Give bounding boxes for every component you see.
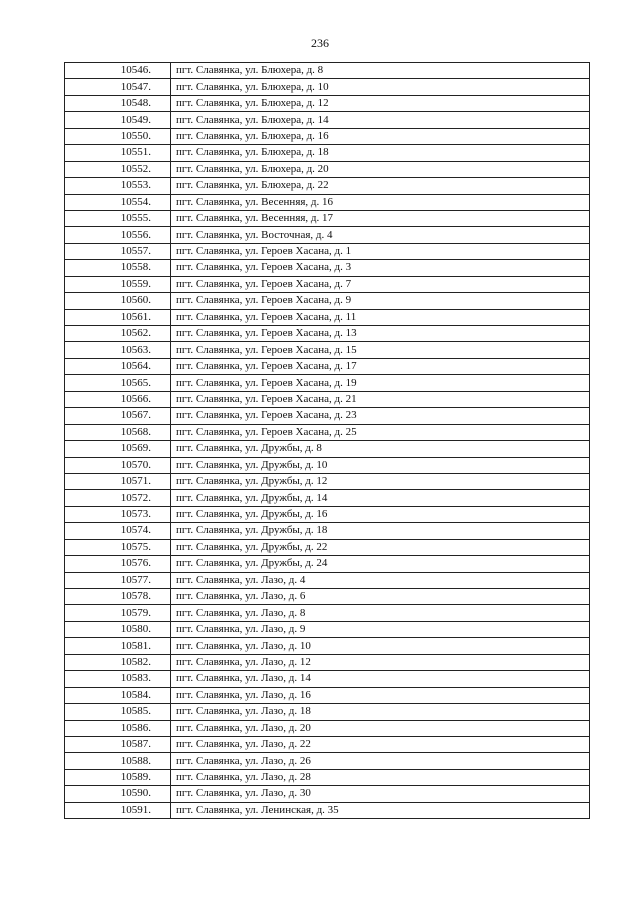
- row-number-cell: 10564.: [65, 358, 171, 374]
- table-row: [65, 161, 590, 177]
- table-row: [65, 654, 590, 670]
- address-cell: пгт. Славянка, ул. Блюхера, д. 16: [171, 128, 590, 144]
- row-number-cell: 10552.: [65, 161, 171, 177]
- address-cell: пгт. Славянка, ул. Блюхера, д. 22: [171, 178, 590, 194]
- address-cell: пгт. Славянка, ул. Лазо, д. 16: [171, 687, 590, 703]
- row-number-cell: 10574.: [65, 523, 171, 539]
- row-number-cell: 10546.: [65, 63, 171, 79]
- row-number-cell: 10578.: [65, 589, 171, 605]
- address-cell: пгт. Славянка, ул. Блюхера, д. 20: [171, 161, 590, 177]
- table-row: [65, 95, 590, 111]
- table-row: [65, 309, 590, 325]
- address-cell: пгт. Славянка, ул. Лазо, д. 9: [171, 621, 590, 637]
- row-number-cell: 10577.: [65, 572, 171, 588]
- address-cell: пгт. Славянка, ул. Блюхера, д. 10: [171, 79, 590, 95]
- address-cell: пгт. Славянка, ул. Лазо, д. 22: [171, 736, 590, 752]
- table-row: [65, 260, 590, 276]
- address-cell: пгт. Славянка, ул. Лазо, д. 6: [171, 589, 590, 605]
- row-number-cell: 10563.: [65, 342, 171, 358]
- row-number-cell: 10551.: [65, 145, 171, 161]
- address-cell: пгт. Славянка, ул. Блюхера, д. 12: [171, 95, 590, 111]
- row-number-cell: 10580.: [65, 621, 171, 637]
- table-row: [65, 391, 590, 407]
- row-number-cell: 10590.: [65, 786, 171, 802]
- row-number-cell: 10556.: [65, 227, 171, 243]
- row-number-cell: 10562.: [65, 326, 171, 342]
- table-row: [65, 457, 590, 473]
- address-cell: пгт. Славянка, ул. Героев Хасана, д. 3: [171, 260, 590, 276]
- table-row: [65, 605, 590, 621]
- row-number-cell: 10573.: [65, 506, 171, 522]
- table-row: [65, 276, 590, 292]
- address-cell: пгт. Славянка, ул. Героев Хасана, д. 23: [171, 408, 590, 424]
- table-row: [65, 326, 590, 342]
- row-number-cell: 10566.: [65, 391, 171, 407]
- address-cell: пгт. Славянка, ул. Лазо, д. 20: [171, 720, 590, 736]
- row-number-cell: 10575.: [65, 539, 171, 555]
- address-cell: пгт. Славянка, ул. Героев Хасана, д. 21: [171, 391, 590, 407]
- table-row: [65, 556, 590, 572]
- address-cell: пгт. Славянка, ул. Весенняя, д. 17: [171, 210, 590, 226]
- row-number-cell: 10549.: [65, 112, 171, 128]
- row-number-cell: 10569.: [65, 441, 171, 457]
- row-number-cell: 10550.: [65, 128, 171, 144]
- row-number-cell: 10572.: [65, 490, 171, 506]
- table-row: [65, 342, 590, 358]
- table-row: [65, 589, 590, 605]
- row-number-cell: 10548.: [65, 95, 171, 111]
- address-cell: пгт. Славянка, ул. Героев Хасана, д. 19: [171, 375, 590, 391]
- table-row: [65, 736, 590, 752]
- table-row: [65, 572, 590, 588]
- row-number-cell: 10559.: [65, 276, 171, 292]
- address-cell: пгт. Славянка, ул. Дружбы, д. 12: [171, 473, 590, 489]
- row-number-cell: 10591.: [65, 802, 171, 818]
- table-row: [65, 769, 590, 785]
- table-row: [65, 375, 590, 391]
- table-row: [65, 671, 590, 687]
- address-cell: пгт. Славянка, ул. Героев Хасана, д. 1: [171, 243, 590, 259]
- table-row: [65, 178, 590, 194]
- row-number-cell: 10570.: [65, 457, 171, 473]
- table-row: [65, 63, 590, 79]
- table-row: [65, 194, 590, 210]
- table-row: [65, 79, 590, 95]
- table-row: [65, 720, 590, 736]
- row-number-cell: 10547.: [65, 79, 171, 95]
- address-cell: пгт. Славянка, ул. Дружбы, д. 8: [171, 441, 590, 457]
- row-number-cell: 10554.: [65, 194, 171, 210]
- row-number-cell: 10589.: [65, 769, 171, 785]
- address-cell: пгт. Славянка, ул. Героев Хасана, д. 15: [171, 342, 590, 358]
- table-row: [65, 408, 590, 424]
- table-row: [65, 473, 590, 489]
- address-cell: пгт. Славянка, ул. Лазо, д. 28: [171, 769, 590, 785]
- address-register-body: [65, 63, 590, 819]
- row-number-cell: 10565.: [65, 375, 171, 391]
- address-cell: пгт. Славянка, ул. Лазо, д. 14: [171, 671, 590, 687]
- address-cell: пгт. Славянка, ул. Лазо, д. 12: [171, 654, 590, 670]
- row-number-cell: 10568.: [65, 424, 171, 440]
- address-cell: пгт. Славянка, ул. Дружбы, д. 10: [171, 457, 590, 473]
- address-cell: пгт. Славянка, ул. Героев Хасана, д. 13: [171, 326, 590, 342]
- address-cell: пгт. Славянка, ул. Лазо, д. 30: [171, 786, 590, 802]
- row-number-cell: 10558.: [65, 260, 171, 276]
- address-cell: пгт. Славянка, ул. Дружбы, д. 18: [171, 523, 590, 539]
- row-number-cell: 10584.: [65, 687, 171, 703]
- row-number-cell: 10583.: [65, 671, 171, 687]
- row-number-cell: 10579.: [65, 605, 171, 621]
- address-cell: пгт. Славянка, ул. Героев Хасана, д. 17: [171, 358, 590, 374]
- table-row: [65, 112, 590, 128]
- table-row: [65, 539, 590, 555]
- address-cell: пгт. Славянка, ул. Блюхера, д. 18: [171, 145, 590, 161]
- table-row: [65, 210, 590, 226]
- table-row: [65, 638, 590, 654]
- table-row: [65, 145, 590, 161]
- address-cell: пгт. Славянка, ул. Блюхера, д. 14: [171, 112, 590, 128]
- address-cell: пгт. Славянка, ул. Лазо, д. 4: [171, 572, 590, 588]
- row-number-cell: 10561.: [65, 309, 171, 325]
- address-cell: пгт. Славянка, ул. Весенняя, д. 16: [171, 194, 590, 210]
- address-cell: пгт. Славянка, ул. Дружбы, д. 22: [171, 539, 590, 555]
- row-number-cell: 10571.: [65, 473, 171, 489]
- address-register-table: [64, 62, 590, 819]
- row-number-cell: 10560.: [65, 293, 171, 309]
- address-cell: пгт. Славянка, ул. Дружбы, д. 16: [171, 506, 590, 522]
- table-row: [65, 802, 590, 818]
- row-number-cell: 10557.: [65, 243, 171, 259]
- row-number-cell: 10581.: [65, 638, 171, 654]
- table-row: [65, 704, 590, 720]
- address-cell: пгт. Славянка, ул. Лазо, д. 26: [171, 753, 590, 769]
- table-row: [65, 243, 590, 259]
- table-row: [65, 358, 590, 374]
- address-cell: пгт. Славянка, ул. Дружбы, д. 24: [171, 556, 590, 572]
- row-number-cell: 10567.: [65, 408, 171, 424]
- table-row: [65, 128, 590, 144]
- address-cell: пгт. Славянка, ул. Лазо, д. 18: [171, 704, 590, 720]
- address-cell: пгт. Славянка, ул. Героев Хасана, д. 7: [171, 276, 590, 292]
- table-row: [65, 424, 590, 440]
- row-number-cell: 10555.: [65, 210, 171, 226]
- table-row: [65, 621, 590, 637]
- row-number-cell: 10588.: [65, 753, 171, 769]
- table-row: [65, 523, 590, 539]
- address-cell: пгт. Славянка, ул. Ленинская, д. 35: [171, 802, 590, 818]
- row-number-cell: 10587.: [65, 736, 171, 752]
- table-row: [65, 786, 590, 802]
- row-number-cell: 10582.: [65, 654, 171, 670]
- address-cell: пгт. Славянка, ул. Героев Хасана, д. 25: [171, 424, 590, 440]
- table-row: [65, 753, 590, 769]
- address-cell: пгт. Славянка, ул. Героев Хасана, д. 11: [171, 309, 590, 325]
- table-row: [65, 441, 590, 457]
- page-number: 236: [311, 36, 329, 50]
- table-row: [65, 506, 590, 522]
- table-row: [65, 293, 590, 309]
- table-row: [65, 227, 590, 243]
- address-cell: пгт. Славянка, ул. Блюхера, д. 8: [171, 63, 590, 79]
- address-cell: пгт. Славянка, ул. Восточная, д. 4: [171, 227, 590, 243]
- table-row: [65, 490, 590, 506]
- row-number-cell: 10576.: [65, 556, 171, 572]
- row-number-cell: 10553.: [65, 178, 171, 194]
- address-cell: пгт. Славянка, ул. Дружбы, д. 14: [171, 490, 590, 506]
- address-cell: пгт. Славянка, ул. Героев Хасана, д. 9: [171, 293, 590, 309]
- address-cell: пгт. Славянка, ул. Лазо, д. 8: [171, 605, 590, 621]
- table-row: [65, 687, 590, 703]
- row-number-cell: 10586.: [65, 720, 171, 736]
- row-number-cell: 10585.: [65, 704, 171, 720]
- address-cell: пгт. Славянка, ул. Лазо, д. 10: [171, 638, 590, 654]
